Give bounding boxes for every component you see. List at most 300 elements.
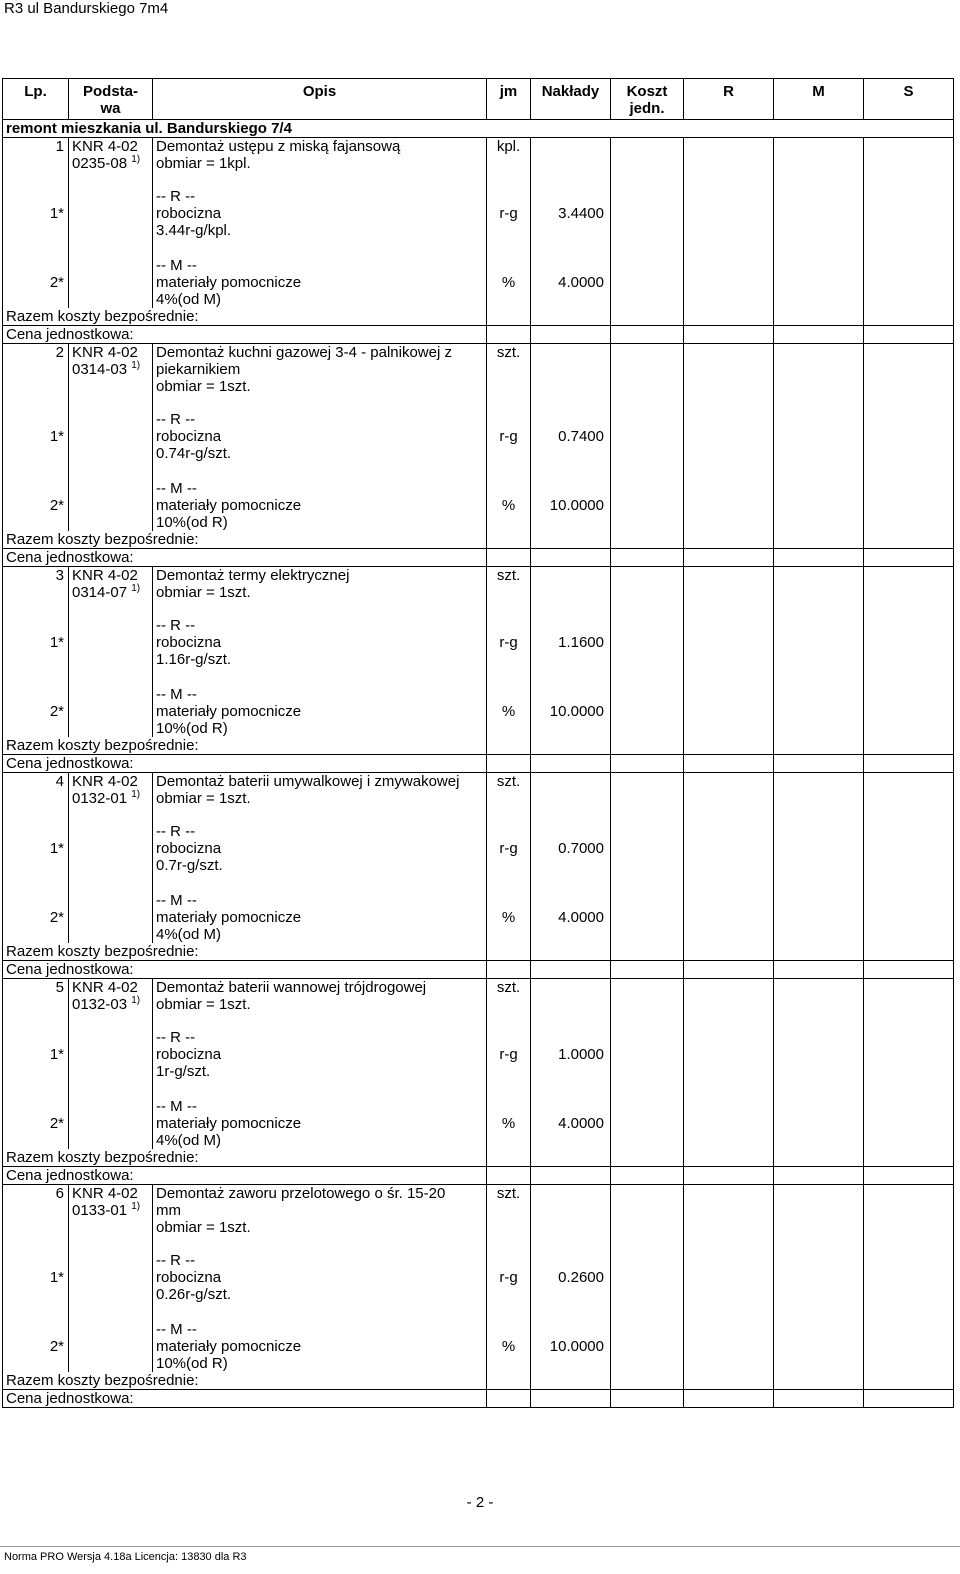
empty-cell <box>864 1167 954 1185</box>
empty-cell <box>3 601 69 617</box>
empty-cell <box>487 326 531 344</box>
resource-quantity: 0.2600 <box>531 1252 611 1303</box>
position-description <box>153 773 487 808</box>
description-line: obmiar = 1szt. <box>156 584 251 601</box>
description-line: Demontaż baterii umywalkowej i zmywakowej <box>156 773 460 790</box>
basis-subcode <box>72 155 152 172</box>
description-line: Demontaż baterii wannowej trójdrogowej <box>156 979 427 996</box>
spacer-row <box>3 1080 954 1098</box>
empty-cell <box>3 462 69 480</box>
resource-unit: r-g <box>487 188 531 239</box>
resource-row <box>3 1098 954 1149</box>
description-line: Demontaż termy elektrycznej <box>156 567 350 584</box>
empty-cell <box>684 823 774 874</box>
unit-price-label: Cena jednostkowa: <box>3 1390 487 1408</box>
resource-description <box>153 188 487 239</box>
unit-price-row <box>3 961 954 979</box>
resource-number: 1* <box>3 617 69 668</box>
empty-cell <box>611 531 684 549</box>
position-number: 5 <box>3 979 69 1014</box>
empty-cell <box>611 961 684 979</box>
empty-cell <box>531 943 611 961</box>
description-line: Demontaż zaworu przelotowego o śr. 15-20 <box>156 1185 446 1202</box>
resource-unit: r-g <box>487 411 531 462</box>
empty-cell <box>69 1029 153 1080</box>
empty-cell <box>611 138 684 173</box>
description-line: Demontaż kuchni gazowej 3-4 - palnikowej z <box>156 344 452 361</box>
empty-cell <box>611 172 684 188</box>
empty-cell <box>531 308 611 326</box>
position-row <box>3 1185 954 1237</box>
position-basis <box>69 979 153 1014</box>
empty-cell <box>531 755 611 773</box>
empty-cell <box>531 668 611 686</box>
basis-subcode-number: 0132-03 <box>72 996 128 1013</box>
resource-unit: % <box>487 892 531 943</box>
spacer-row <box>3 807 954 823</box>
description-line: piekarnikiem <box>156 361 241 378</box>
resource-line: robocizna <box>156 634 222 651</box>
empty-cell <box>531 138 611 173</box>
empty-cell <box>3 807 69 823</box>
empty-cell <box>531 979 611 1014</box>
empty-cell <box>611 239 684 257</box>
empty-cell <box>611 188 684 239</box>
empty-cell <box>69 617 153 668</box>
empty-cell <box>774 138 864 173</box>
resource-number: 2* <box>3 480 69 531</box>
empty-cell <box>153 601 487 617</box>
empty-cell <box>153 668 487 686</box>
empty-cell <box>611 326 684 344</box>
header-naklady: Nakłady <box>531 79 611 120</box>
empty-cell <box>153 462 487 480</box>
resource-description <box>153 1321 487 1372</box>
empty-cell <box>531 239 611 257</box>
empty-cell <box>684 172 774 188</box>
basis-code: KNR 4-02 <box>72 567 138 584</box>
resource-line: materiały pomocnicze <box>156 497 302 514</box>
resource-description <box>153 1029 487 1080</box>
empty-cell <box>774 1013 864 1029</box>
empty-cell <box>864 462 954 480</box>
empty-cell <box>531 567 611 602</box>
resource-number: 1* <box>3 1252 69 1303</box>
empty-cell <box>774 668 864 686</box>
position-number: 1 <box>3 138 69 173</box>
empty-cell <box>774 1236 864 1252</box>
empty-cell <box>487 737 531 755</box>
empty-cell <box>774 1080 864 1098</box>
resource-quantity: 4.0000 <box>531 1098 611 1149</box>
empty-cell <box>531 1236 611 1252</box>
resource-line: -- M -- <box>156 1098 197 1115</box>
total-row <box>3 737 954 755</box>
empty-cell <box>684 531 774 549</box>
resource-line: materiały pomocnicze <box>156 1115 302 1132</box>
empty-cell <box>864 1303 954 1321</box>
empty-cell <box>531 531 611 549</box>
unit-price-row <box>3 549 954 567</box>
position-unit: szt. <box>487 344 531 396</box>
empty-cell <box>611 344 684 396</box>
empty-cell <box>611 567 684 602</box>
empty-cell <box>611 686 684 737</box>
empty-cell <box>774 617 864 668</box>
empty-cell <box>774 1185 864 1237</box>
empty-cell <box>864 1098 954 1149</box>
resource-quantity: 4.0000 <box>531 257 611 308</box>
basis-code: KNR 4-02 <box>72 344 138 361</box>
empty-cell <box>531 549 611 567</box>
empty-cell <box>684 549 774 567</box>
empty-cell <box>864 943 954 961</box>
empty-cell <box>611 395 684 411</box>
resource-line: 4%(od M) <box>156 926 222 943</box>
resource-row <box>3 480 954 531</box>
spacer-row <box>3 1236 954 1252</box>
unit-price-label: Cena jednostkowa: <box>3 1167 487 1185</box>
empty-cell <box>684 326 774 344</box>
resource-number: 1* <box>3 188 69 239</box>
resource-line: materiały pomocnicze <box>156 703 302 720</box>
position-number: 2 <box>3 344 69 396</box>
resource-unit: % <box>487 686 531 737</box>
position-row <box>3 344 954 396</box>
empty-cell <box>531 1080 611 1098</box>
empty-cell <box>684 961 774 979</box>
empty-cell <box>684 257 774 308</box>
resource-line: -- M -- <box>156 257 197 274</box>
empty-cell <box>864 892 954 943</box>
empty-cell <box>864 395 954 411</box>
empty-cell <box>531 326 611 344</box>
empty-cell <box>864 1080 954 1098</box>
empty-cell <box>864 961 954 979</box>
empty-cell <box>774 1321 864 1372</box>
empty-cell <box>774 1303 864 1321</box>
empty-cell <box>684 1321 774 1372</box>
resource-quantity: 1.1600 <box>531 617 611 668</box>
page-number: - 2 - <box>466 1494 494 1511</box>
empty-cell <box>684 480 774 531</box>
empty-cell <box>774 1098 864 1149</box>
empty-cell <box>774 308 864 326</box>
empty-cell <box>531 773 611 808</box>
empty-cell <box>684 462 774 480</box>
empty-cell <box>487 755 531 773</box>
empty-cell <box>611 1372 684 1390</box>
resource-line: 10%(od R) <box>156 514 228 531</box>
position-basis <box>69 773 153 808</box>
resource-description <box>153 1252 487 1303</box>
empty-cell <box>864 344 954 396</box>
basis-footnote: 1) <box>131 583 141 594</box>
resource-row <box>3 188 954 239</box>
empty-cell <box>531 1372 611 1390</box>
empty-cell <box>684 1149 774 1167</box>
resource-number: 2* <box>3 1321 69 1372</box>
position-basis <box>69 567 153 602</box>
header-s: S <box>864 79 954 120</box>
empty-cell <box>611 1236 684 1252</box>
empty-cell <box>611 1149 684 1167</box>
empty-cell <box>864 686 954 737</box>
resource-description <box>153 1098 487 1149</box>
empty-cell <box>487 601 531 617</box>
resource-line: materiały pomocnicze <box>156 1338 302 1355</box>
total-row <box>3 308 954 326</box>
resource-quantity: 0.7400 <box>531 411 611 462</box>
empty-cell <box>684 979 774 1014</box>
empty-cell <box>531 1013 611 1029</box>
empty-cell <box>864 874 954 892</box>
empty-cell <box>684 344 774 396</box>
empty-cell <box>611 549 684 567</box>
empty-cell <box>864 239 954 257</box>
empty-cell <box>487 172 531 188</box>
empty-cell <box>611 1098 684 1149</box>
empty-cell <box>864 172 954 188</box>
resource-quantity: 10.0000 <box>531 480 611 531</box>
resource-number: 2* <box>3 892 69 943</box>
empty-cell <box>531 874 611 892</box>
empty-cell <box>864 549 954 567</box>
empty-cell <box>487 308 531 326</box>
empty-cell <box>774 188 864 239</box>
resource-number: 2* <box>3 686 69 737</box>
empty-cell <box>774 480 864 531</box>
resource-description <box>153 257 487 308</box>
basis-subcode-number: 0314-07 <box>72 584 128 601</box>
empty-cell <box>153 1236 487 1252</box>
resource-line: -- R -- <box>156 188 196 205</box>
description-line: mm <box>156 1202 181 1219</box>
position-row <box>3 773 954 808</box>
empty-cell <box>487 668 531 686</box>
total-label: Razem koszty bezpośrednie: <box>3 943 487 961</box>
empty-cell <box>69 601 153 617</box>
empty-cell <box>611 668 684 686</box>
empty-cell <box>153 239 487 257</box>
unit-price-label: Cena jednostkowa: <box>3 549 487 567</box>
empty-cell <box>611 943 684 961</box>
header-opis: Opis <box>153 79 487 120</box>
empty-cell <box>864 567 954 602</box>
empty-cell <box>531 344 611 396</box>
spacer-row <box>3 172 954 188</box>
empty-cell <box>684 874 774 892</box>
description-line: obmiar = 1kpl. <box>156 155 251 172</box>
empty-cell <box>69 1252 153 1303</box>
empty-cell <box>3 395 69 411</box>
resource-line: 4%(od M) <box>156 291 222 308</box>
position-basis <box>69 1185 153 1237</box>
empty-cell <box>864 1013 954 1029</box>
empty-cell <box>611 755 684 773</box>
resource-number: 1* <box>3 823 69 874</box>
resource-line: materiały pomocnicze <box>156 909 302 926</box>
empty-cell <box>864 308 954 326</box>
empty-cell <box>69 257 153 308</box>
header-m: M <box>774 79 864 120</box>
resource-quantity: 10.0000 <box>531 1321 611 1372</box>
total-label: Razem koszty bezpośrednie: <box>3 737 487 755</box>
resource-line: robocizna <box>156 840 222 857</box>
empty-cell <box>684 138 774 173</box>
unit-price-row <box>3 755 954 773</box>
empty-cell <box>684 892 774 943</box>
empty-cell <box>684 1236 774 1252</box>
basis-code: KNR 4-02 <box>72 1185 138 1202</box>
resource-line: robocizna <box>156 1046 222 1063</box>
empty-cell <box>684 188 774 239</box>
empty-cell <box>774 395 864 411</box>
empty-cell <box>684 1098 774 1149</box>
header-r: R <box>684 79 774 120</box>
position-basis <box>69 138 153 173</box>
resource-row <box>3 1252 954 1303</box>
empty-cell <box>487 1149 531 1167</box>
resource-description <box>153 411 487 462</box>
empty-cell <box>684 601 774 617</box>
position-row <box>3 979 954 1014</box>
empty-cell <box>69 807 153 823</box>
resource-row <box>3 686 954 737</box>
empty-cell <box>774 1252 864 1303</box>
resource-number: 1* <box>3 411 69 462</box>
position-description <box>153 567 487 602</box>
empty-cell <box>611 807 684 823</box>
empty-cell <box>69 1236 153 1252</box>
basis-footnote: 1) <box>131 1201 141 1212</box>
empty-cell <box>487 943 531 961</box>
unit-price-label: Cena jednostkowa: <box>3 755 487 773</box>
empty-cell <box>774 567 864 602</box>
total-row <box>3 531 954 549</box>
empty-cell <box>487 1303 531 1321</box>
resource-row <box>3 892 954 943</box>
unit-price-row <box>3 1390 954 1408</box>
empty-cell <box>487 1236 531 1252</box>
table-header-row <box>3 79 954 120</box>
resource-description <box>153 892 487 943</box>
empty-cell <box>611 462 684 480</box>
spacer-row <box>3 668 954 686</box>
empty-cell <box>774 257 864 308</box>
unit-price-label: Cena jednostkowa: <box>3 961 487 979</box>
empty-cell <box>864 601 954 617</box>
resource-line: robocizna <box>156 1269 222 1286</box>
empty-cell <box>487 239 531 257</box>
resource-number: 2* <box>3 257 69 308</box>
empty-cell <box>684 1080 774 1098</box>
empty-cell <box>69 874 153 892</box>
empty-cell <box>774 943 864 961</box>
empty-cell <box>864 138 954 173</box>
resource-unit: % <box>487 480 531 531</box>
empty-cell <box>774 549 864 567</box>
basis-footnote: 1) <box>131 995 141 1006</box>
empty-cell <box>611 737 684 755</box>
spacer-row <box>3 601 954 617</box>
resource-number: 1* <box>3 1029 69 1080</box>
empty-cell <box>69 892 153 943</box>
resource-line: 10%(od R) <box>156 1355 228 1372</box>
empty-cell <box>531 807 611 823</box>
resource-unit: r-g <box>487 1029 531 1080</box>
empty-cell <box>69 1321 153 1372</box>
basis-code: KNR 4-02 <box>72 979 138 996</box>
empty-cell <box>864 979 954 1014</box>
header-jm: jm <box>487 79 531 120</box>
empty-cell <box>774 411 864 462</box>
empty-cell <box>531 172 611 188</box>
empty-cell <box>864 531 954 549</box>
empty-cell <box>864 617 954 668</box>
resource-line: -- M -- <box>156 1321 197 1338</box>
empty-cell <box>153 1080 487 1098</box>
empty-cell <box>69 1098 153 1149</box>
empty-cell <box>487 531 531 549</box>
empty-cell <box>684 411 774 462</box>
position-number: 3 <box>3 567 69 602</box>
empty-cell <box>487 961 531 979</box>
basis-subcode <box>72 790 152 807</box>
empty-cell <box>3 239 69 257</box>
basis-subcode-number: 0133-01 <box>72 1202 128 1219</box>
total-row <box>3 1149 954 1167</box>
empty-cell <box>531 462 611 480</box>
empty-cell <box>864 411 954 462</box>
resource-description <box>153 480 487 531</box>
resource-line: robocizna <box>156 205 222 222</box>
empty-cell <box>153 874 487 892</box>
resource-line: -- M -- <box>156 892 197 909</box>
basis-subcode-number: 0314-03 <box>72 361 128 378</box>
spacer-row <box>3 1303 954 1321</box>
empty-cell <box>774 1390 864 1408</box>
resource-number: 2* <box>3 1098 69 1149</box>
resource-description <box>153 686 487 737</box>
total-label: Razem koszty bezpośrednie: <box>3 1149 487 1167</box>
empty-cell <box>684 1303 774 1321</box>
header-lp: Lp. <box>3 79 69 120</box>
empty-cell <box>684 1029 774 1080</box>
position-number: 4 <box>3 773 69 808</box>
resource-quantity: 3.4400 <box>531 188 611 239</box>
empty-cell <box>487 1013 531 1029</box>
empty-cell <box>684 668 774 686</box>
empty-cell <box>864 1390 954 1408</box>
spacer-row <box>3 462 954 480</box>
resource-line: -- M -- <box>156 480 197 497</box>
empty-cell <box>684 239 774 257</box>
position-unit: szt. <box>487 979 531 1014</box>
empty-cell <box>611 1390 684 1408</box>
empty-cell <box>864 1321 954 1372</box>
empty-cell <box>153 1303 487 1321</box>
position-description <box>153 138 487 173</box>
resource-quantity: 1.0000 <box>531 1029 611 1080</box>
empty-cell <box>487 1372 531 1390</box>
footer-text: Norma PRO Wersja 4.18a Licencja: 13830 dla R3 <box>4 1551 247 1563</box>
empty-cell <box>611 1013 684 1029</box>
empty-cell <box>153 172 487 188</box>
empty-cell <box>69 1303 153 1321</box>
empty-cell <box>684 617 774 668</box>
empty-cell <box>611 1029 684 1080</box>
